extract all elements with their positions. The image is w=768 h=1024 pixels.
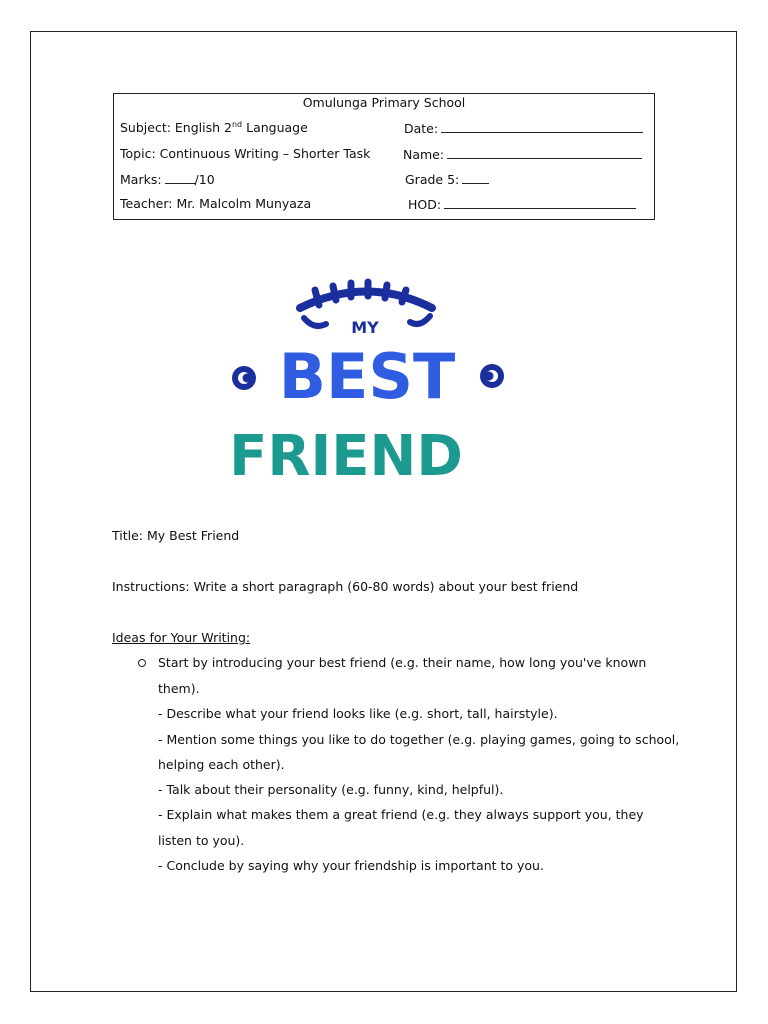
date-blank[interactable]	[441, 120, 643, 133]
teacher-line: Teacher: Mr. Malcolm Munyaza	[120, 196, 312, 211]
worksheet-header	[113, 93, 655, 220]
list-item: helping each other).	[158, 757, 285, 772]
ideas-heading: Ideas for Your Writing:	[112, 630, 251, 645]
school-name: Omulunga Primary School	[302, 95, 466, 110]
name-field[interactable]: Name:	[403, 146, 642, 162]
list-item: listen to you).	[158, 833, 245, 848]
right-eye-icon	[480, 364, 504, 388]
subject-line: Subject: English 2nd Language	[120, 120, 308, 136]
marks-field[interactable]: Marks: /10	[120, 172, 215, 187]
name-blank[interactable]	[447, 146, 642, 159]
hod-blank[interactable]	[444, 196, 636, 209]
list-item: them).	[158, 681, 200, 696]
logo-my-text: MY	[351, 318, 379, 337]
list-item: - Talk about their personality (e.g. funny, kind, helpful).	[158, 782, 504, 797]
bullet-circle-icon	[138, 659, 146, 667]
list-item: Start by introducing your best friend (e.g. their name, how long you've known	[158, 655, 647, 670]
logo-friend-text: FRIEND	[229, 424, 463, 489]
hod-field[interactable]: HOD:	[408, 196, 636, 212]
grade-blank[interactable]	[462, 171, 489, 184]
topic-line: Topic: Continuous Writing – Shorter Task	[120, 146, 371, 161]
list-item: - Conclude by saying why your friendship is important to you.	[158, 858, 544, 873]
instructions-text: Instructions: Write a short paragraph (60-80 words) about your best friend	[112, 579, 579, 594]
my-best-friend-logo	[222, 270, 512, 490]
left-eye-icon	[232, 366, 256, 390]
list-item: - Mention some things you like to do together (e.g. playing games, going to school,	[158, 732, 680, 747]
list-item: - Describe what your friend looks like (e.g. short, tall, hairstyle).	[158, 706, 558, 721]
marks-blank[interactable]	[165, 171, 195, 184]
grade-field[interactable]: Grade 5:	[405, 171, 489, 187]
worksheet-title: Title: My Best Friend	[112, 528, 240, 543]
date-field[interactable]: Date:	[404, 120, 643, 136]
list-item: - Explain what makes them a great friend (e.g. they always support you, they	[158, 807, 644, 822]
logo-best-text: BEST	[278, 340, 456, 413]
